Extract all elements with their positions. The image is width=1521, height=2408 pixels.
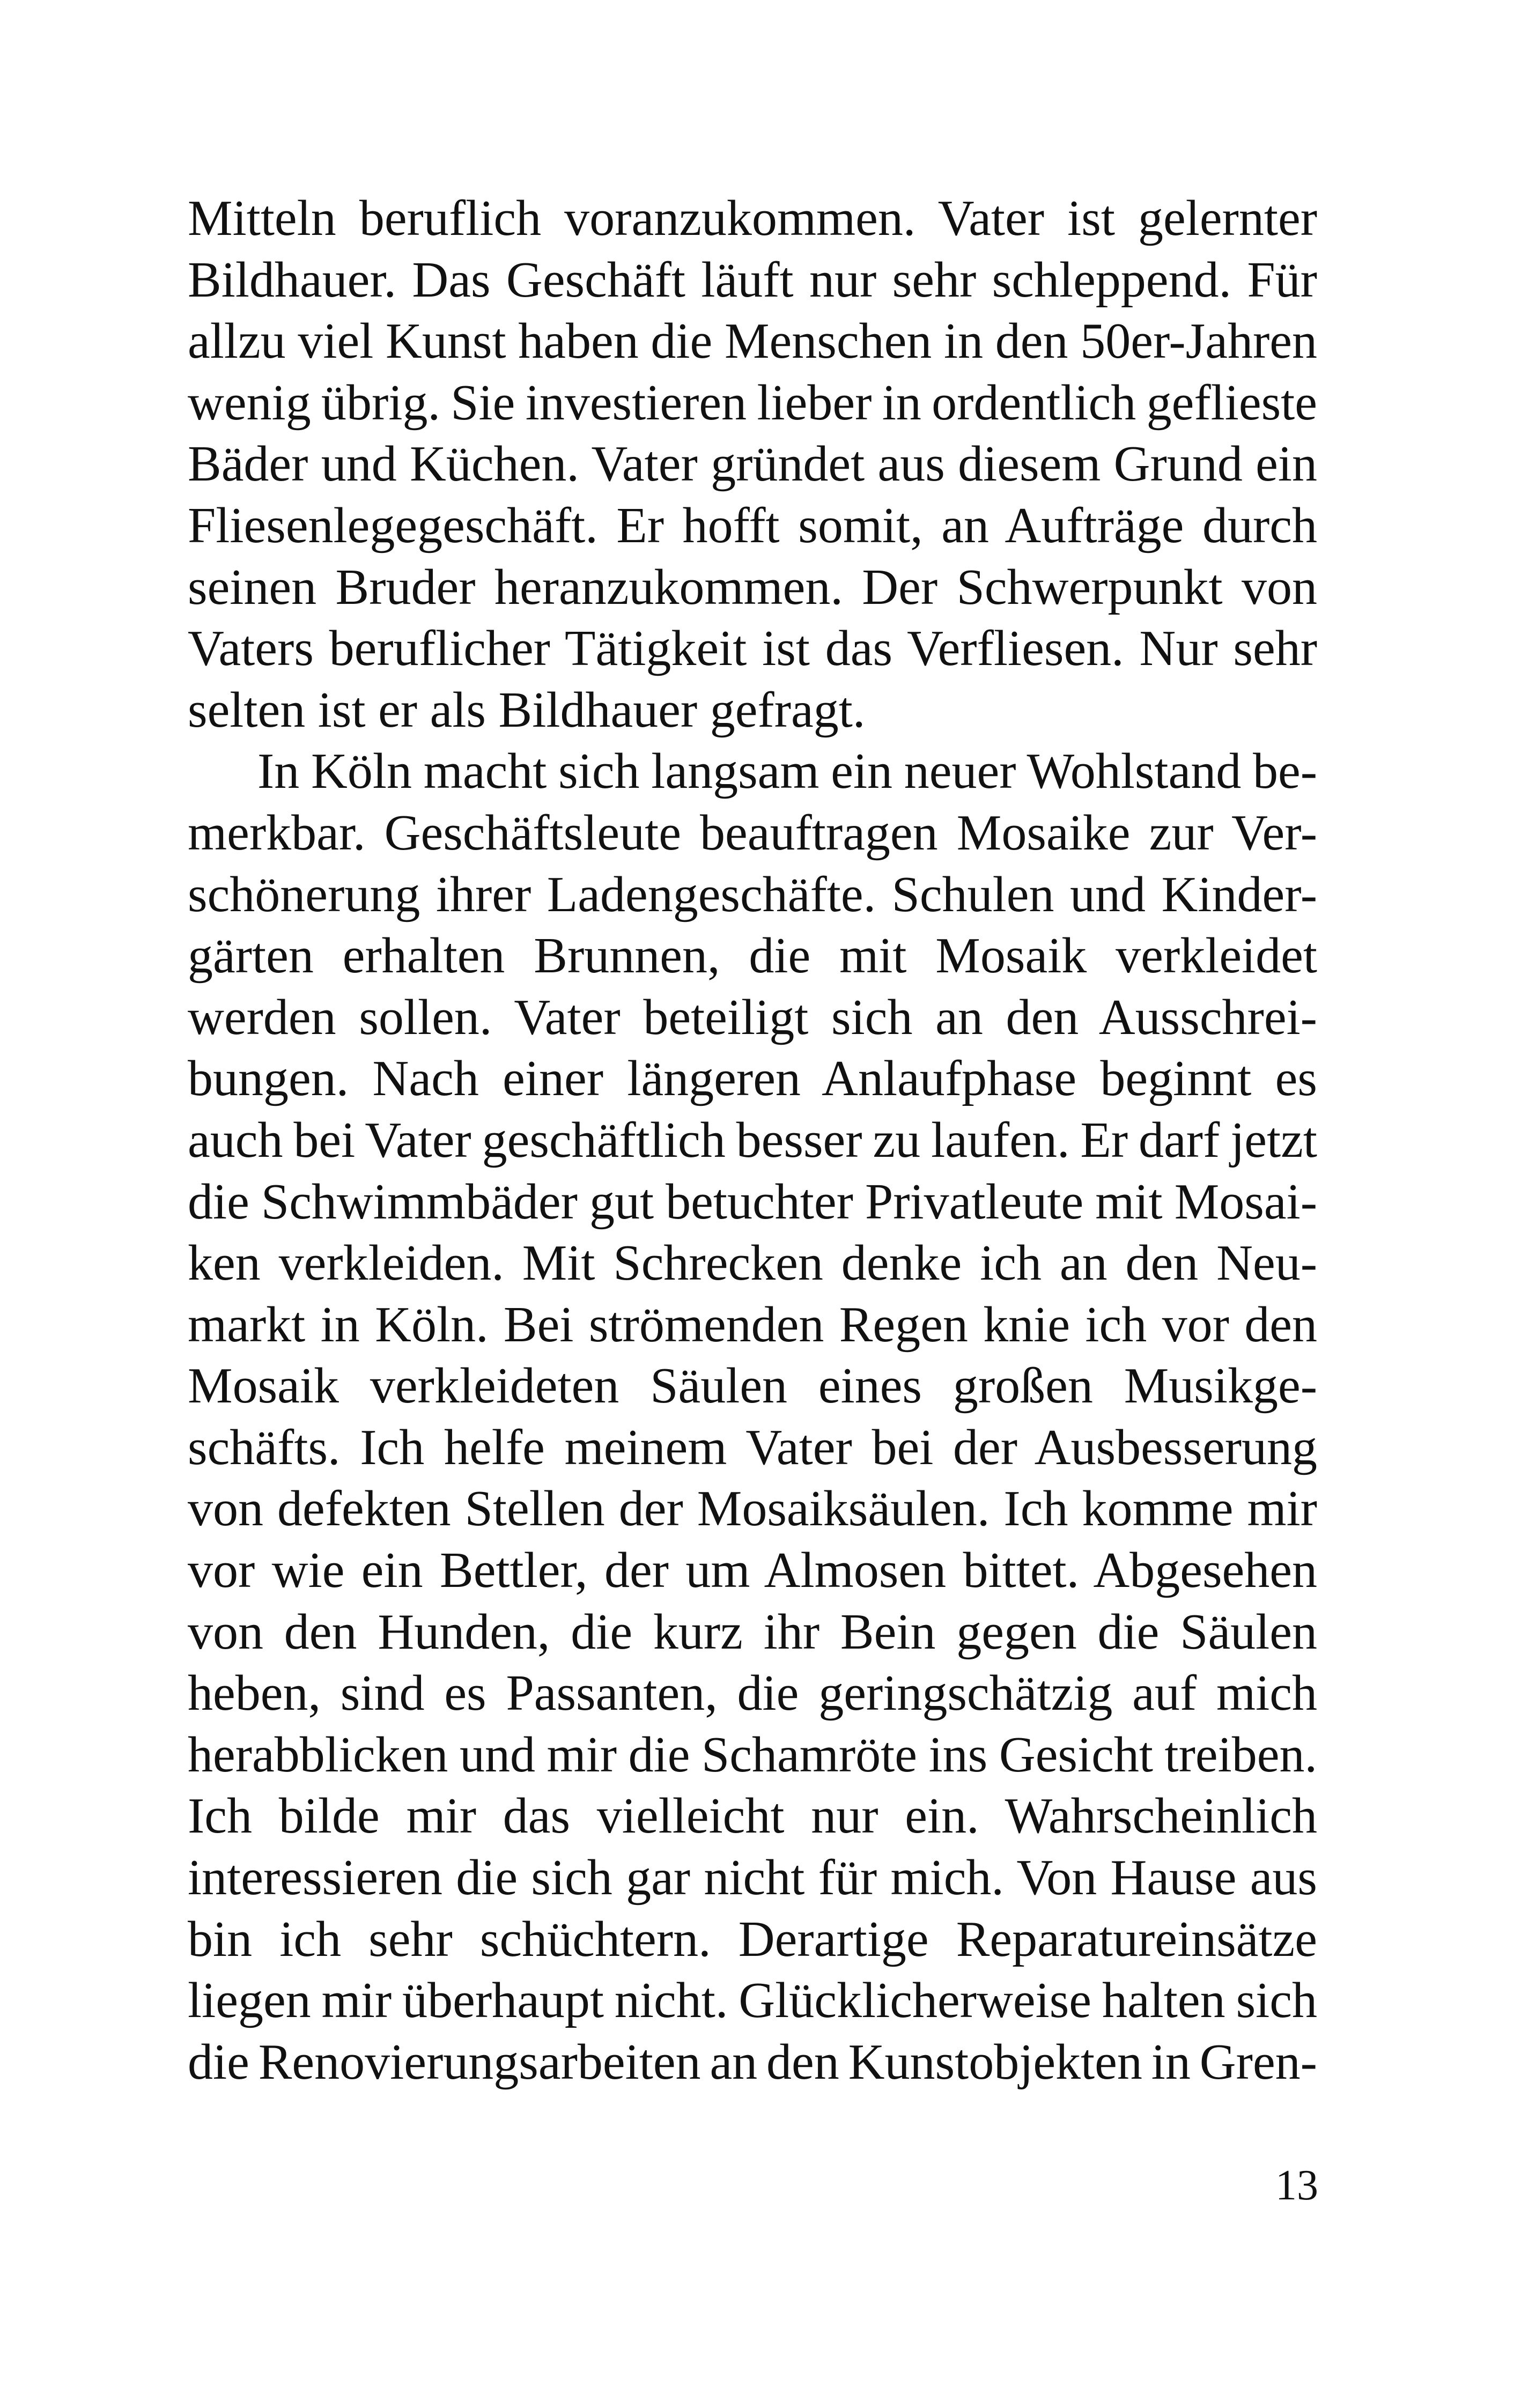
text-line: gärten erhalten Brunnen, die mit Mosaik verkleidet bbox=[188, 928, 1317, 984]
text-line: von den Hunden, die kurz ihr Bein gegen die Säulen bbox=[188, 1604, 1317, 1660]
text-line: Bildhauer. Das Geschäft läuft nur sehr schleppend. Für bbox=[188, 252, 1317, 308]
text-line: seinen Bruder heranzukommen. Der Schwerpunkt von bbox=[188, 559, 1317, 615]
text-line: In Köln macht sich langsam ein neuer Wohlstand be- bbox=[257, 743, 1317, 800]
text-line: herabblicken und mir die Schamröte ins Gesicht treiben. bbox=[188, 1726, 1317, 1783]
text-line: bungen. Nach einer längeren Anlaufphase beginnt es bbox=[188, 1051, 1317, 1107]
paragraph-2 bbox=[188, 741, 1317, 2093]
paragraph-1 bbox=[188, 188, 1317, 741]
text-line: von defekten Stellen der Mosaiksäulen. Ich komme mir bbox=[188, 1481, 1317, 1537]
text-line: vor wie ein Bettler, der um Almosen bittet. Abgesehen bbox=[188, 1542, 1317, 1599]
text-line: interessieren die sich gar nicht für mich. Von Hause aus bbox=[188, 1850, 1317, 1906]
text-line: Fliesenlegegeschäft. Er hofft somit, an Aufträge durch bbox=[188, 497, 1317, 553]
text-line: Mitteln beruflich voranzukommen. Vater ist gelernter bbox=[188, 190, 1317, 246]
text-line: auch bei Vater geschäftlich besser zu laufen. Er darf jetzt bbox=[188, 1112, 1317, 1168]
text-line: Bäder und Küchen. Vater gründet aus diesem Grund ein bbox=[188, 436, 1317, 492]
text-line: markt in Köln. Bei strömenden Regen knie ich vor den bbox=[188, 1296, 1317, 1353]
text-line: merkbar. Geschäftsleute beauftragen Mosaike zur Ver- bbox=[188, 804, 1317, 861]
text-line: allzu viel Kunst haben die Menschen in den 50er-Jahren bbox=[188, 313, 1317, 370]
text-line: wenig übrig. Sie investieren lieber in ordentlich geflieste bbox=[188, 374, 1317, 431]
text-line: Vaters beruflicher Tätigkeit ist das Verfliesen. Nur sehr bbox=[188, 621, 1317, 677]
text-line: schäfts. Ich helfe meinem Vater bei der Ausbesserung bbox=[188, 1419, 1317, 1475]
text-line: schönerung ihrer Ladengeschäfte. Schulen und Kinder- bbox=[188, 866, 1317, 922]
text-line: selten ist er als Bildhauer gefragt. bbox=[188, 682, 866, 738]
text-line: die Schwimmbäder gut betuchter Privatleute mit Mosai- bbox=[188, 1173, 1317, 1230]
text-line: Mosaik verkleideten Säulen eines großen Musikge- bbox=[188, 1358, 1317, 1414]
page-number: 13 bbox=[1275, 2162, 1318, 2209]
text-line: Ich bilde mir das vielleicht nur ein. Wahrscheinlich bbox=[188, 1788, 1317, 1844]
text-line: werden sollen. Vater beteiligt sich an den Ausschrei- bbox=[188, 989, 1317, 1045]
text-line: ken verkleiden. Mit Schrecken denke ich an den Neu- bbox=[188, 1235, 1317, 1291]
body-text bbox=[188, 188, 1317, 2093]
text-line: die Renovierungsarbeiten an den Kunstobjekten in Gren- bbox=[188, 2034, 1317, 2090]
text-line: liegen mir überhaupt nicht. Glücklicherweise halten sich bbox=[188, 1973, 1317, 2029]
text-line: heben, sind es Passanten, die geringschätzig auf mich bbox=[188, 1665, 1317, 1722]
text-line: bin ich sehr schüchtern. Derartige Reparatureinsätze bbox=[188, 1911, 1317, 1967]
